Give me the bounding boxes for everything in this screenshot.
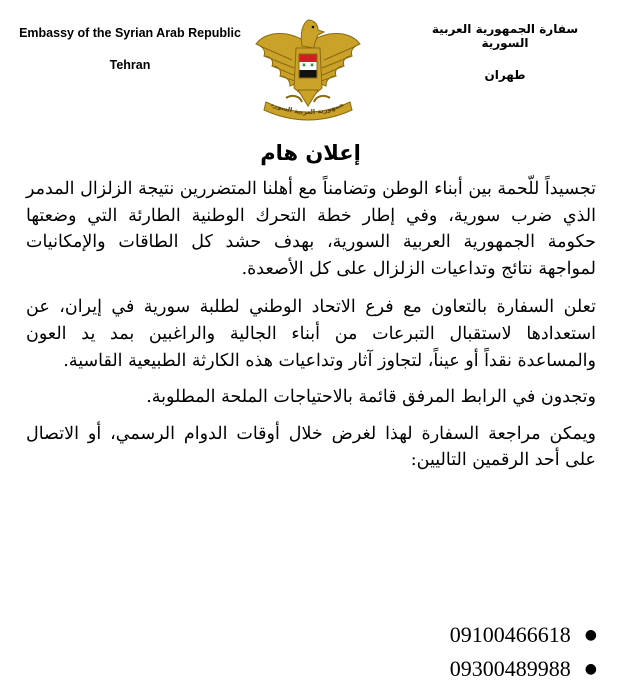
phone-list: [450, 618, 597, 686]
english-letterhead: [14, 26, 246, 72]
bullet-icon: ●: [584, 661, 597, 677]
list-item: [450, 652, 597, 686]
arabic-letterhead: [410, 22, 600, 82]
eagle-coat-of-arms-icon: [252, 10, 364, 128]
phone-number: 09100466618: [449, 622, 571, 647]
city-name-arabic: طهران: [484, 68, 526, 82]
phone-number: 09300489988: [449, 656, 571, 681]
list-item: [450, 618, 597, 652]
embassy-name-arabic: سفارة الجمهورية العربية السورية: [431, 22, 579, 50]
paragraph-solidarity: تجسيداً للّحمة بين أبناء الوطن وتضامناً مع أهلنا المتضررين نتيجة الزلزال المدمر الذي ضرب سورية، وفي إطار خطة التحرك الوطنية الطارئة التي وضعتها حكومة الجمهورية العربية السورية، بهدف حشد كل الطاقات والإمكانيات لمواجهة نتائج وتداعيات الزلزال على كل الأصعدة.: [26, 179, 596, 279]
emblem-graphic: [252, 10, 364, 128]
embassy-name-english: Embassy of the Syrian Arab Republic: [19, 26, 241, 40]
city-name-english: Tehran: [109, 58, 151, 72]
paragraph-needs-list: وتجدون في الرابط المرفق قائمة بالاحتياجات الملحة المطلوبة.: [146, 387, 596, 408]
bullet-icon: ●: [584, 627, 597, 643]
paragraph-contact: ويمكن مراجعة السفارة لهذا لغرض خلال أوقات الدوام الرسمي، أو الاتصال على أحد الرقمين التاليين:: [26, 423, 596, 471]
announcement-body: [26, 176, 596, 474]
announcement-title: إعلان هام: [260, 141, 361, 165]
emblem-ribbon-text: جمهورية العربية السوري: [270, 100, 345, 117]
paragraph-donations: تعلن السفارة بالتعاون مع فرع الاتحاد الوطني لطلبة سورية في إيران، عن استعدادها لاستقبال التبرعات من أبناء الجالية والراغبين بمد يد العون والمساعدة نقداً أو عيناً، لتجاوز آثار وتداعيات هذه الكارثة الطبيعية القاسية.: [26, 297, 596, 371]
